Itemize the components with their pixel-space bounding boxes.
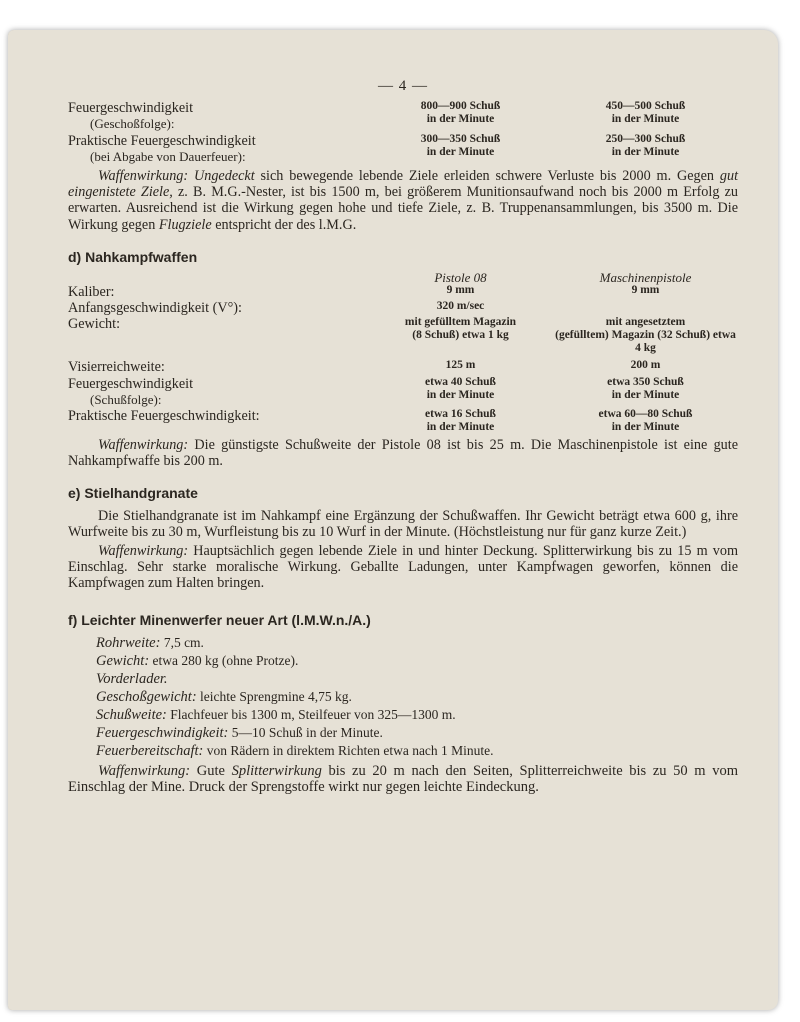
value-col1: 800—900 Schuß	[420, 100, 501, 113]
section-heading-f: f) Leichter Minenwerfer neuer Art (l.M.W.n./A.)	[68, 611, 371, 628]
table-row	[68, 376, 738, 408]
value-col1: 320 m/sec	[436, 300, 485, 313]
value-col2: mit angesetztem	[605, 316, 686, 329]
spec-label: Schußweite:	[96, 706, 167, 723]
list-item	[68, 706, 738, 724]
value-col2-sub: (gefülltem) Magazin (32 Schuß) etwa 4 kg	[555, 329, 736, 355]
effect-text: Hauptsächlich gegen lebende Ziele in und hinter Deckung. Splitterwirkung bis zu 15 m vom Einschlag. Sehr starke moralische Wirkung. Geballte Ladungen, unter Kampfwagen geworfen, können die Kampfwagen zum Halten bringen.	[68, 543, 738, 592]
section-heading-e: e) Stielhandgranate	[68, 485, 198, 502]
list-item	[68, 688, 738, 706]
effect-text-part: z. B. M.G.-Nester, ist bis 1500 m, bei größerem Munitionsaufwand noch bis 2000 m Erfolg zu erwarten. Ausreichend ist die Wirkung gegen hohe und tiefe Ziele, z. B. Truppenansammlungen, bis 3500 m. Die Wirkung gegen	[68, 184, 738, 233]
table-row	[68, 359, 738, 375]
table-row	[68, 316, 738, 355]
value-col1-sub: (8 Schuß) etwa 1 kg	[412, 329, 509, 342]
value-col2-sub: in der Minute	[611, 145, 680, 158]
value-col1-sub: in der Minute	[426, 421, 495, 434]
spec-value: leichte Sprengmine 4,75 kg.	[200, 688, 352, 704]
spec-label: Vorderlader.	[96, 670, 168, 687]
value-col2: 450—500 Schuß	[605, 100, 686, 113]
column-header-pistol: Pistole 08	[434, 270, 487, 286]
mg-table	[68, 100, 738, 165]
spec-label: Geschoßgewicht:	[96, 688, 197, 705]
value-col2: etwa 60—80 Schuß	[598, 408, 693, 421]
effect-label: Waffenwirkung:	[98, 437, 189, 454]
effect-text-part: sich bewegende lebende Ziele erleiden schwere Verluste bis 2000 m. Gegen	[254, 168, 720, 185]
value-col1: etwa 16 Schuß	[425, 408, 496, 421]
table-row	[68, 300, 738, 316]
table-row	[68, 284, 738, 300]
value-col2-sub: in der Minute	[611, 388, 680, 401]
e-effect-paragraph	[68, 543, 738, 592]
effect-text-part: Flugziele	[158, 216, 212, 233]
row-label: Praktische Feuergeschwindigkeit	[68, 132, 256, 149]
effect-text-part: Ungedeckt	[194, 168, 255, 185]
row-label: Anfangsgeschwindigkeit (V°):	[68, 300, 242, 317]
list-item	[68, 670, 738, 688]
f-spec-list	[68, 634, 738, 760]
effect-text: bis zu 20 m nach den Seiten, Splitterreichweite bis zu 50 m vom Einschlag der Mine. Druck der Sprengstoffe wirkt nur gegen leichte Eindeckung.	[68, 762, 739, 796]
spec-value: von Rädern in direktem Richten etwa nach 1 Minute.	[206, 742, 494, 758]
spec-value: Flachfeuer bis 1300 m, Steilfeuer von 325—1300 m.	[170, 706, 456, 722]
column-headers	[68, 271, 738, 284]
spec-value: 7,5 cm.	[163, 634, 204, 650]
f-effect-paragraph	[68, 763, 738, 795]
effect-text-part: gut eingenistete Ziele,	[68, 168, 739, 201]
value-col1: 9 mm	[446, 284, 475, 297]
value-col2: 9 mm	[631, 284, 660, 297]
value-col2: etwa 350 Schuß	[607, 375, 684, 388]
spec-label: Feuerbereitschaft:	[96, 742, 204, 759]
effect-text: Gute	[196, 762, 232, 779]
list-item	[68, 652, 738, 670]
value-col1: 300—350 Schuß	[420, 132, 501, 145]
value-col2-sub: in der Minute	[611, 421, 680, 434]
row-label: Praktische Feuergeschwindigkeit:	[68, 408, 260, 425]
effect-text: Die günstigste Schußweite der Pistole 08 ist bis 25 m. Die Maschinenpistole ist eine gute Nahkampfwaffe bis 200 m.	[68, 437, 738, 470]
e-paragraph: Die Stielhandgranate ist im Nahkampf eine Ergänzung der Schußwaffen. Ihr Gewicht beträgt etwa 600 g, ihre Wurfweite bis zu 30 m, Wurfleistung bis zu 10 Wurf in der Minute. (Höchstleistung nur für ganz kurze Zeit.)	[68, 507, 738, 540]
value-col1-sub: in der Minute	[426, 388, 495, 401]
mg-effect-paragraph	[68, 168, 738, 233]
spec-value: 5—10 Schuß in der Minute.	[231, 724, 383, 740]
value-col2: 200 m	[630, 359, 661, 372]
row-sublabel: (bei Abgabe von Dauerfeuer):	[90, 148, 246, 164]
page-content	[68, 78, 738, 798]
row-sublabel: (Geschoßfolge):	[90, 116, 175, 132]
row-label: Gewicht:	[68, 316, 121, 333]
column-header-smg: Maschinenpistole	[599, 270, 692, 286]
list-item	[68, 742, 738, 760]
value-col1-sub: in der Minute	[426, 113, 495, 126]
spec-value: etwa 280 kg (ohne Protze).	[152, 652, 299, 668]
section-heading-d: d) Nahkampfwaffen	[68, 248, 198, 265]
effect-label: Waffenwirkung:	[98, 168, 189, 185]
list-item	[68, 724, 738, 742]
effect-text-part: entspricht der des l.M.G.	[211, 216, 357, 233]
value-col2-sub: in der Minute	[611, 113, 680, 126]
row-label: Feuergeschwindigkeit	[68, 100, 194, 117]
row-sublabel: (Schußfolge):	[90, 391, 162, 407]
table-row	[68, 408, 738, 434]
spec-label: Rohrweite:	[96, 634, 161, 651]
page-number: — 4 —	[378, 78, 428, 94]
value-col1: mit gefülltem Magazin	[404, 316, 517, 329]
list-item	[68, 634, 738, 652]
effect-text-emph: Splitterwirkung	[231, 762, 322, 779]
row-label: Feuergeschwindigkeit	[68, 375, 194, 392]
table-row	[68, 100, 738, 132]
value-col1: etwa 40 Schuß	[425, 375, 496, 388]
row-label: Kaliber:	[68, 284, 115, 301]
d-table	[68, 284, 738, 434]
value-col2: 250—300 Schuß	[605, 132, 686, 145]
effect-label: Waffenwirkung:	[98, 762, 191, 779]
spec-label: Gewicht:	[96, 652, 150, 669]
value-col1-sub: in der Minute	[426, 145, 495, 158]
spec-label: Feuergeschwindigkeit:	[96, 724, 229, 741]
value-col1: 125 m	[445, 359, 476, 372]
d-effect-paragraph	[68, 437, 738, 469]
effect-label: Waffenwirkung:	[98, 543, 189, 560]
row-label: Visierreichweite:	[68, 359, 165, 376]
table-row	[68, 133, 738, 165]
